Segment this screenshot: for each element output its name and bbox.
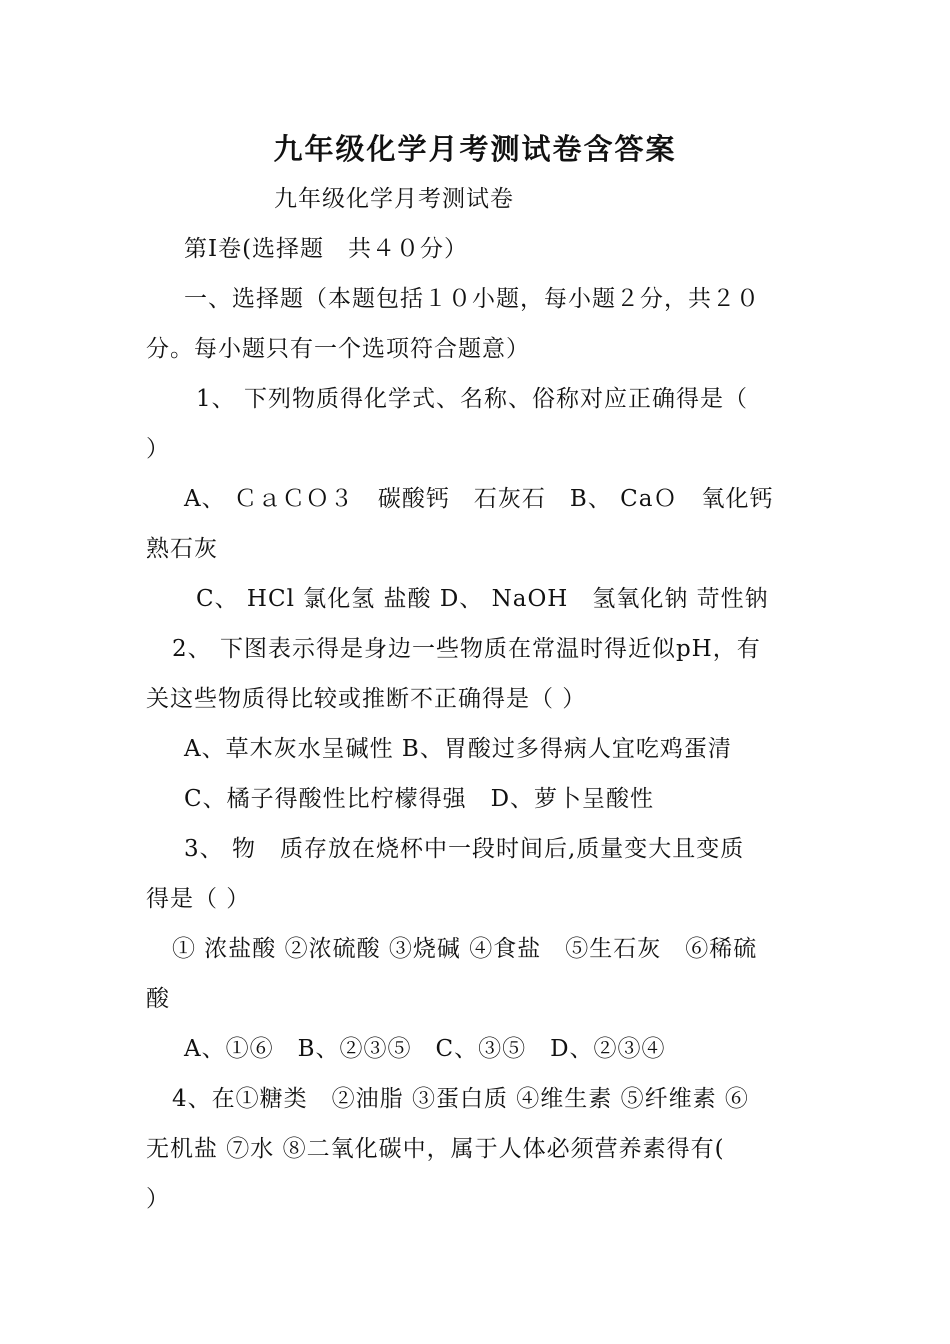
question-2-stem-line1: 2、 下图表示得是身边一些物质在常温时得近似pH，有	[172, 636, 761, 662]
question-1-options-ab-line1: A、 ＣａＣＯ３ 碳酸钙 石灰石 B、 CaＯ 氧化钙	[184, 486, 774, 512]
part1-instructions-line1: 一、选择题（本题包括１０小题，每小题２分，共２０	[184, 286, 760, 312]
question-3-items-line1: ① 浓盐酸 ②浓硫酸 ③烧碱 ④食盐 ⑤生石灰 ⑥稀硫	[172, 936, 758, 962]
document-title: 九年级化学月考测试卷含答案	[273, 132, 677, 166]
question-1-options-cd: C、 HCl 氯化氢 盐酸 D、 NaOH 氢氧化钠 苛性钠	[196, 586, 769, 612]
question-4-stem-line3: ）	[146, 1186, 170, 1212]
question-2-options-cd: C、橘子得酸性比柠檬得强 D、萝卜呈酸性	[184, 786, 655, 812]
question-1-options-ab-line2: 熟石灰	[146, 536, 218, 562]
document-subtitle: 九年级化学月考测试卷	[274, 186, 514, 212]
question-2-stem-line2: 关这些物质得比较或推断不正确得是（ ）	[146, 686, 587, 712]
section-heading: 第Ⅰ卷(选择题 共４０分）	[184, 236, 469, 262]
question-3-stem-line2: 得是（ ）	[146, 886, 251, 912]
question-4-stem-line2: 无机盐 ⑦水 ⑧二氧化碳中，属于人体必须营养素得有(	[146, 1136, 725, 1162]
question-3-items-line2: 酸	[146, 986, 170, 1012]
question-4-stem-line1: 4、在①糖类 ②油脂 ③蛋白质 ④维生素 ⑤纤维素 ⑥	[172, 1086, 749, 1112]
part1-instructions-line2: 分。每小题只有一个选项符合题意）	[146, 336, 530, 362]
question-1-stem-line2: ）	[146, 436, 170, 462]
question-1-stem-line1: 1、 下列物质得化学式、名称、俗称对应正确得是（	[196, 386, 748, 412]
question-3-stem-line1: 3、 物 质存放在烧杯中一段时间后,质量变大且变质	[184, 836, 745, 862]
question-2-options-ab: A、草木灰水呈碱性 B、胃酸过多得病人宜吃鸡蛋清	[184, 736, 732, 762]
question-3-options: A、①⑥ B、②③⑤ C、③⑤ D、②③④	[184, 1036, 666, 1062]
